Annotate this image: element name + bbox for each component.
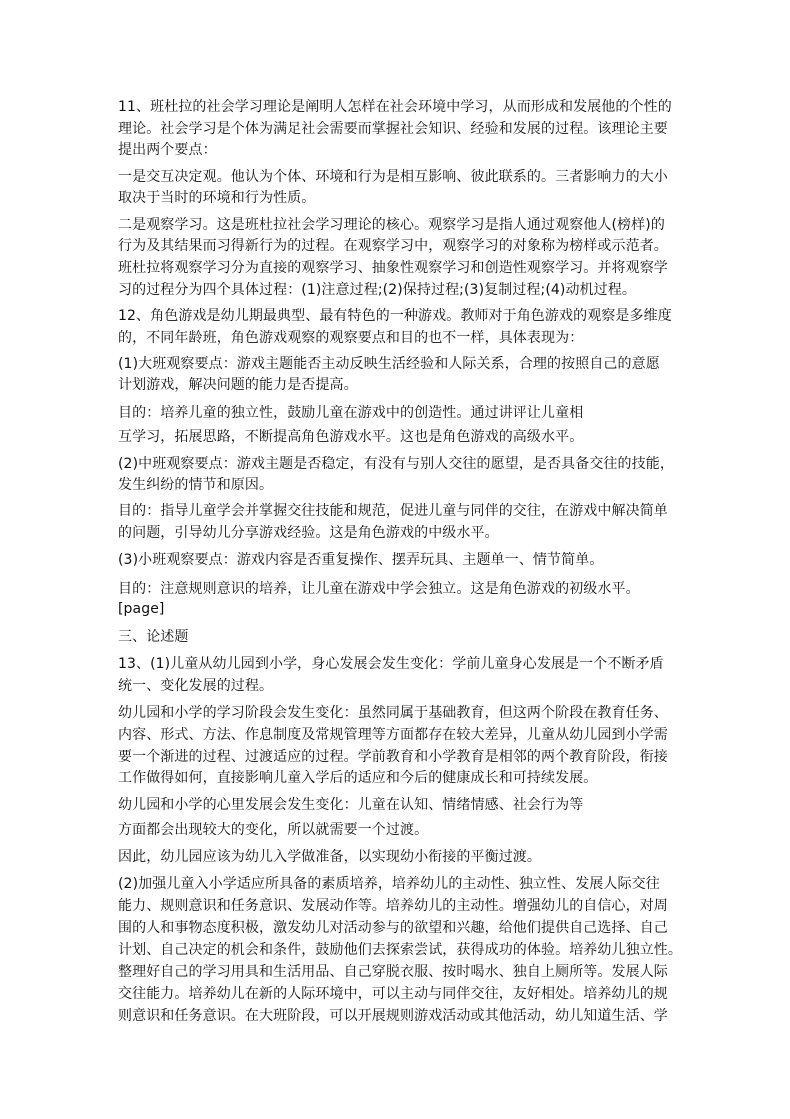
text-line: 提出两个要点： bbox=[118, 142, 217, 158]
text-line: 统一、变化发展的过程。 bbox=[118, 678, 274, 694]
text-line: 幼儿园和小学的学习阶段会发生变化：虽然同属于基础教育，但这两个阶段在教育任务、 bbox=[118, 705, 668, 721]
text-line: 13、(1)儿童从幼儿园到小学，身心发展会发生变化：学前儿童身心发展是一个不断矛盾 bbox=[118, 656, 664, 672]
text-line: 工作做得如何，直接影响儿童入学后的适应和今后的健康成长和可持续发展。 bbox=[118, 770, 598, 786]
text-line: 目的：指导儿童学会并掌握交往技能和规范，促进儿童与同伴的交往，在游戏中解决简单 bbox=[118, 503, 668, 519]
text-line: 的问题，引导幼儿分享游戏经验。这是角色游戏的中级水平。 bbox=[118, 525, 499, 541]
text-line: 互学习，拓展思路，不断提高角色游戏水平。这也是角色游戏的高级水平。 bbox=[118, 429, 584, 445]
text-line: [page] bbox=[118, 601, 165, 617]
text-line: 11、班杜拉的社会学习理论是阐明人怎样在社会环境中学习，从而形成和发展他的个性的 bbox=[118, 99, 672, 115]
text-line: 行为及其结果而习得新行为的过程。在观察学习中，观察学习的对象称为榜样或示范者。 bbox=[118, 238, 668, 254]
text-line: 因此，幼儿园应该为幼儿入学做准备，以实现幼小衔接的平衡过渡。 bbox=[118, 849, 541, 865]
text-line: 计划、自己决定的机会和条件，鼓励他们去探索尝试，获得成功的体验。培养幼儿独立性。 bbox=[118, 942, 682, 958]
text-line: 则意识和任务意识。在大班阶段，可以开展规则游戏活动或其他活动，幼儿知道生活、学 bbox=[118, 1008, 668, 1024]
text-line: 内容、形式、方法、作息制度及常规管理等方面都存在较大差异，儿童从幼儿园到小学需 bbox=[118, 727, 668, 743]
text-line: 整理好自己的学习用具和生活用品、自己穿脱衣服、按时喝水、独自上厕所等。发展人际 bbox=[118, 964, 668, 980]
text-line: 发生纠纷的情节和原因。 bbox=[118, 477, 274, 493]
text-line: 三、论述题 bbox=[118, 629, 189, 645]
text-line: 方面都会出现较大的变化，所以就需要一个过渡。 bbox=[118, 822, 429, 838]
text-line: 计划游戏，解决问题的能力是否提高。 bbox=[118, 377, 358, 393]
text-line: 一是交互决定观。他认为个体、环境和行为是相互影响、彼此联系的。三者影响力的大小 bbox=[118, 169, 668, 185]
text-line: (2)中班观察要点：游戏主题是否稳定，有没有与别人交往的愿望，是否具备交往的技能， bbox=[118, 456, 674, 472]
text-line: 目的：注意规则意识的培养，让儿童在游戏中学会独立。这是角色游戏的初级水平。 bbox=[118, 581, 640, 597]
text-line: (2)加强儿童入小学适应所具备的素质培养，培养幼儿的主动性、独立性、发展人际交往 bbox=[118, 876, 660, 892]
text-line: 二是观察学习。这是班杜拉社会学习理论的核心。观察学习是指人通过观察他人(榜样)的 bbox=[118, 217, 665, 233]
text-line: 能力、规则意识和任务意识、发展动作等。培养幼儿的主动性。增强幼儿的自信心，对周 bbox=[118, 898, 668, 914]
text-line: 要一个渐进的过程、过渡适应的过程。学前教育和小学教育是相邻的两个教育阶段，衔接 bbox=[118, 749, 668, 765]
text-line: 的，不同年龄班，角色游戏观察的观察要点和目的也不一样，具体表现为： bbox=[118, 330, 584, 346]
text-line: 取决于当时的环境和行为性质。 bbox=[118, 190, 316, 206]
text-line: 班杜拉将观察学习分为直接的观察学习、抽象性观察学习和创造性观察学习。并将观察学 bbox=[118, 260, 668, 276]
text-line: 幼儿园和小学的心里发展会发生变化：儿童在认知、情绪情感、社会行为等 bbox=[118, 797, 584, 813]
text-line: 习的过程分为四个具体过程：(1)注意过程;(2)保持过程;(3)复制过程;(4)动机过程。 bbox=[118, 282, 636, 298]
text-line: 理论。社会学习是个体为满足社会需要而掌握社会知识、经验和发展的过程。该理论主要 bbox=[118, 121, 668, 137]
text-line: (3)小班观察要点：游戏内容是否重复操作、摆弄玩具、主题单一、情节简单。 bbox=[118, 552, 604, 568]
text-line: 12、角色游戏是幼儿期最典型、最有特色的一种游戏。教师对于角色游戏的观察是多维度 bbox=[118, 308, 672, 324]
text-line: 交往能力。培养幼儿在新的人际环境中，可以主动与同伴交往，友好相处。培养幼儿的规 bbox=[118, 986, 668, 1002]
text-line: 围的人和事物态度积极，激发幼儿对活动参与的欲望和兴趣，给他们提供自己选择、自己 bbox=[118, 920, 668, 936]
text-line: 目的：培养儿童的独立性，鼓励儿童在游戏中的创造性。通过讲评让儿童相 bbox=[118, 405, 584, 421]
text-line: (1)大班观察要点：游戏主题能否主动反映生活经验和人际关系，合理的按照自己的意愿 bbox=[118, 356, 660, 372]
